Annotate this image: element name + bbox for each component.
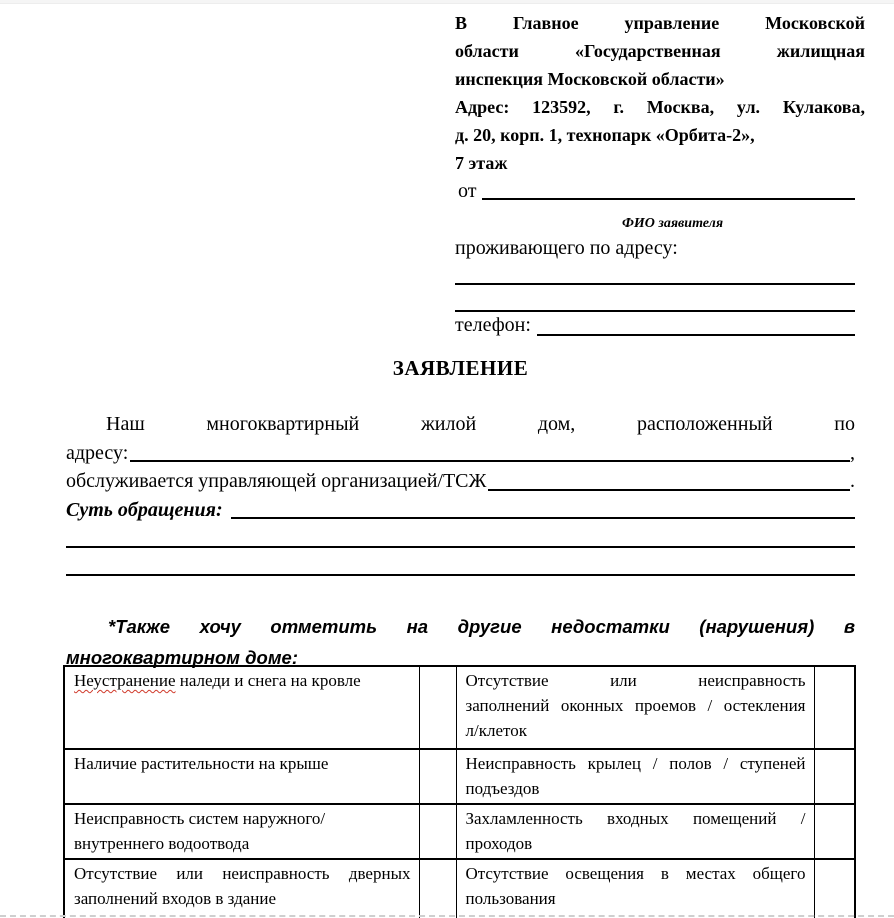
phone-blank bbox=[537, 312, 855, 336]
essence-blank-line-2 bbox=[66, 546, 855, 548]
defect-text: заполнений оконных проемов / остекления bbox=[465, 696, 806, 715]
defect-text: пользования bbox=[465, 889, 556, 908]
header-line: д. 20, корп. 1, технопарк «Орбита-2», bbox=[455, 125, 755, 145]
checkbox-cell bbox=[814, 749, 855, 804]
header-line: Адрес: 123592, г. Москва, ул. Кулакова, bbox=[455, 97, 865, 117]
table-row bbox=[64, 749, 855, 804]
table-row bbox=[64, 666, 855, 749]
defect-text: Отсутствие освещения в местах общего bbox=[465, 864, 806, 883]
fio-caption: ФИО заявителя bbox=[621, 216, 724, 231]
note-line: *Также хочу отметить на другие недостатки (нарушения) в bbox=[108, 616, 855, 637]
defect-cell bbox=[64, 749, 419, 804]
table-row bbox=[64, 859, 855, 918]
management-line bbox=[66, 467, 855, 496]
body-paragraph bbox=[66, 410, 855, 524]
defect-text: проходов bbox=[465, 834, 533, 853]
header-line: В Главное управление Московской bbox=[455, 13, 865, 33]
checkbox-cell bbox=[419, 666, 456, 749]
applicant-name-blank bbox=[482, 178, 855, 200]
management-blank bbox=[488, 467, 850, 491]
defect-text: подъездов bbox=[465, 779, 540, 798]
page-bottom-edge bbox=[0, 915, 894, 917]
from-row bbox=[458, 178, 855, 204]
essence-blank-line-3 bbox=[66, 574, 855, 576]
misspelled-word: Неустранение bbox=[74, 671, 176, 690]
defect-text: Отсутствие или неисправность bbox=[465, 671, 806, 690]
phone-row bbox=[455, 312, 855, 339]
address-blank bbox=[130, 439, 850, 463]
defect-text: внутреннего водоотвода bbox=[74, 834, 250, 853]
page-top-edge bbox=[0, 0, 894, 4]
table-row bbox=[64, 804, 855, 859]
defect-text: заполнений входов в здание bbox=[74, 889, 277, 908]
defect-cell bbox=[456, 666, 814, 749]
defects-table bbox=[63, 665, 856, 918]
defect-cell bbox=[456, 749, 814, 804]
checkbox-cell bbox=[814, 666, 855, 749]
residing-label: проживающего по адресу: bbox=[455, 237, 678, 259]
address-line bbox=[66, 439, 855, 468]
defect-text: Наличие растительности на крыше bbox=[74, 754, 329, 773]
defect-cell bbox=[64, 859, 419, 918]
defect-cell bbox=[456, 859, 814, 918]
header-line: 7 этаж bbox=[455, 153, 508, 173]
address-prefix: адресу: bbox=[66, 441, 129, 464]
header-line: инспекция Московской области» bbox=[455, 69, 725, 89]
phone-label: телефон: bbox=[455, 314, 531, 336]
management-prefix: обслуживается управляющей организацией/ТСЖ bbox=[66, 470, 487, 492]
from-label: от bbox=[458, 180, 477, 202]
defect-text: наледи и снега на кровле bbox=[175, 671, 361, 690]
note-line: многоквартирном доме: bbox=[66, 647, 298, 668]
essence-blank bbox=[231, 496, 855, 520]
address-suffix: , bbox=[850, 441, 855, 464]
checkbox-cell bbox=[419, 804, 456, 859]
defect-cell bbox=[64, 804, 419, 859]
header-line: области «Государственная жилищная bbox=[455, 41, 865, 61]
defect-text: Отсутствие или неисправность дверных bbox=[74, 864, 411, 883]
essence-label: Суть обращения: bbox=[66, 498, 223, 521]
defect-text: Захламленность входных помещений / bbox=[465, 809, 806, 828]
recipient-header bbox=[455, 9, 865, 177]
checkbox-cell bbox=[419, 749, 456, 804]
document-title: ЗАЯВЛЕНИЕ bbox=[392, 356, 529, 380]
checkbox-cell bbox=[814, 859, 855, 918]
address-blank-line-1 bbox=[455, 283, 855, 285]
defect-cell bbox=[456, 804, 814, 859]
defect-text: Неисправность систем наружного/ bbox=[74, 809, 326, 828]
defect-text: Неисправность крылец / полов / ступеней bbox=[465, 754, 806, 773]
essence-line bbox=[66, 496, 855, 525]
intro-line: Наш многоквартирный жилой дом, расположенный по bbox=[106, 413, 855, 435]
management-suffix: . bbox=[850, 470, 855, 492]
defect-cell bbox=[64, 666, 419, 749]
note-paragraph bbox=[66, 611, 855, 673]
checkbox-cell bbox=[419, 859, 456, 918]
defect-text: л/клеток bbox=[465, 721, 527, 740]
checkbox-cell bbox=[814, 804, 855, 859]
